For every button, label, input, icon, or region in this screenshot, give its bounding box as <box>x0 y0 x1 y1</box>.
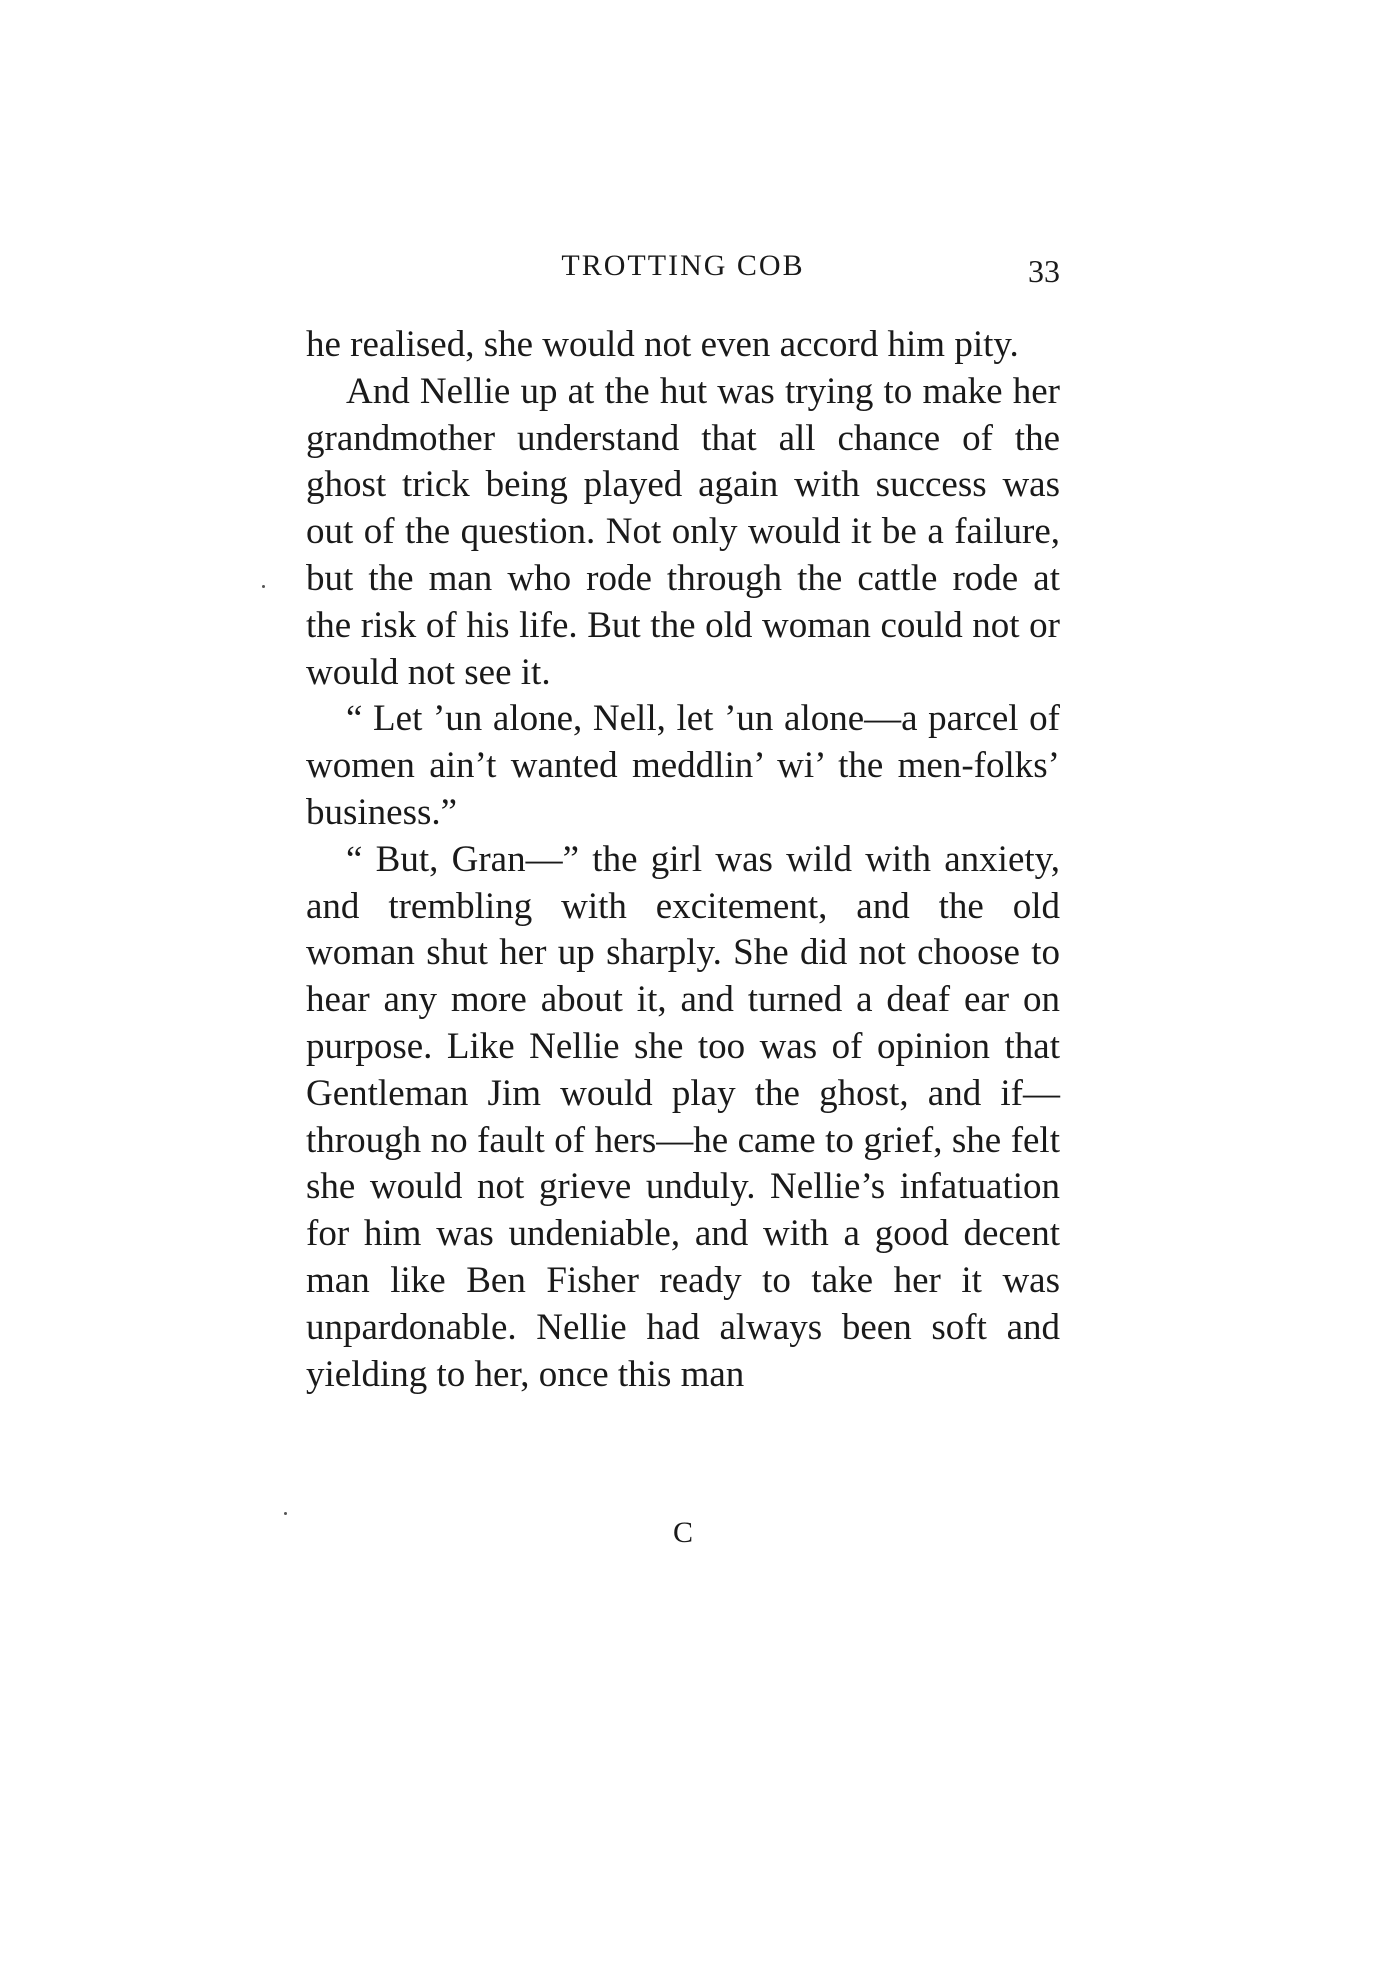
paragraph: And Nellie up at the hut was trying to make her grandmother understand that all chance of the ghost trick being played again with success was out of the question. Not only would it be a failure, but the man who rode through the cattle rode at the risk of his life. But the old woman could not or would not see it. <box>306 370 1060 693</box>
paragraph: he realised, she would not even accord him pity. <box>306 324 1019 365</box>
print-speck <box>284 1512 287 1515</box>
page-number: 33 <box>1028 253 1060 289</box>
paragraph: “ But, Gran—” the girl was wild with anxiety, and trembling with excitement, and the old woman shut her up sharply. She did not choose to hear any more about it, and turned a deaf ear on purpose. Like Nellie she too was of opinion that Gentleman Jim would play the ghost, and if—through no fault of hers—he came to grief, she felt she would not grieve unduly. Nellie’s infatuation for him was undeniable, and with a good decent man like Ben Fisher ready to take her it was unpardonable. Nellie had always been soft and yielding to her, once this man <box>306 838 1060 1395</box>
running-title: TROTTING COB <box>561 249 805 282</box>
paragraph: “ Let ’un alone, Nell, let ’un alone—a parcel of women ain’t wanted meddlin’ wi’ the men-folks’ business.” <box>306 698 1060 833</box>
print-speck <box>262 585 265 588</box>
body-text <box>306 322 1060 1398</box>
page-header <box>306 245 1060 293</box>
signature-mark: C <box>672 1516 693 1549</box>
